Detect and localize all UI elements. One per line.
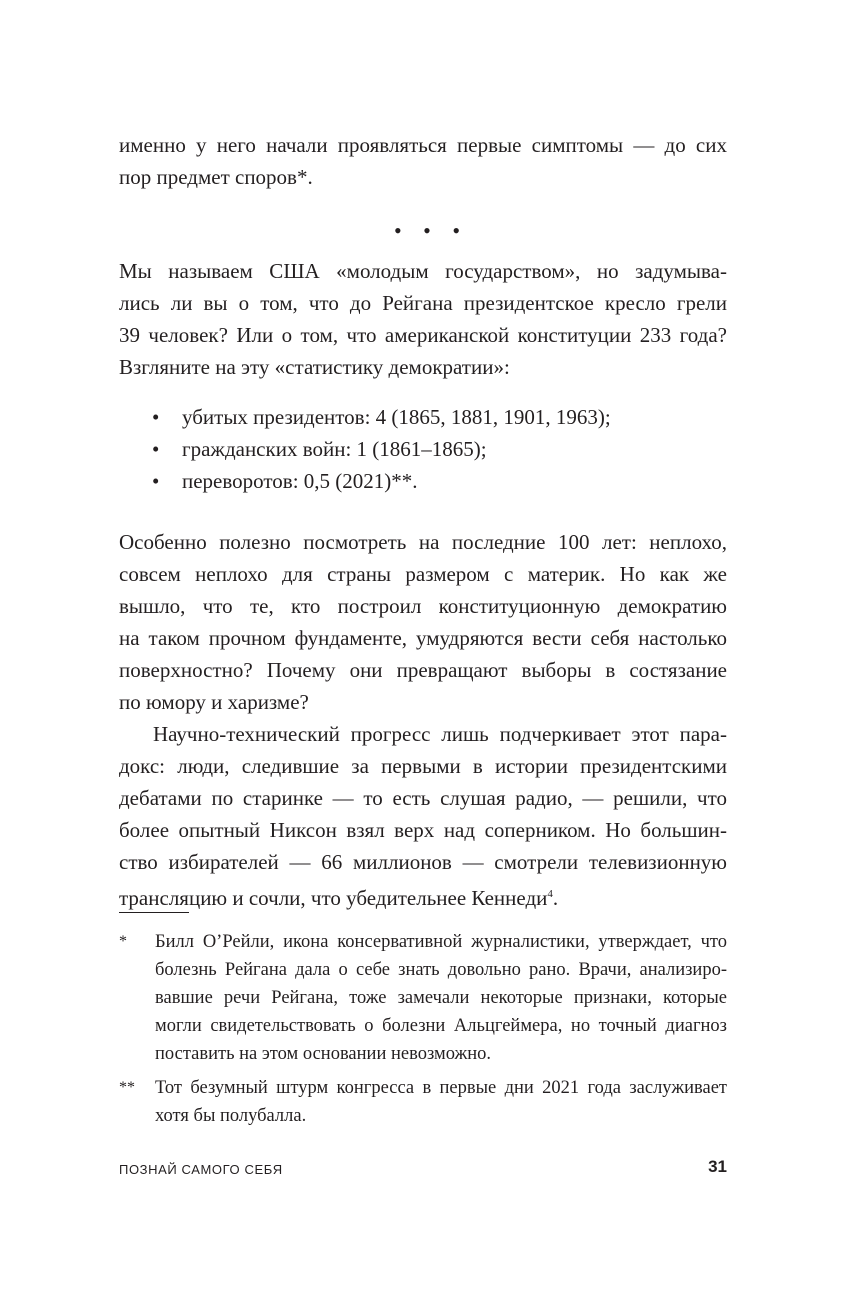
text-line: Научно-технический прогресс лишь подчеркивает этот пара- [153, 722, 727, 746]
running-title: ПОЗНАЙ САМОГО СЕБЯ [119, 1162, 283, 1177]
endnote-ref[interactable]: 4 [547, 888, 553, 900]
section-separator: • • • [393, 218, 469, 243]
footnote: * Билл О’Рейли, икона консервативной журналистики, утверждает, что болезнь Рейгана дала о себе знать довольно рано. Врачи, анализиро- вавшие речи Рейгана, тоже замечали некоторые признаки, которые могли свидетельствовать о болезни Альцгеймера, но точный диагноз поставить на этом основании невозможно. [119, 928, 727, 1068]
text-line: 39 человек? Или о том, что американской конституции 233 года? [119, 323, 727, 347]
footnote-mark: ** [119, 1079, 135, 1096]
bullet-icon: • [152, 469, 160, 493]
text-line: Особенно полезно посмотреть на последние 100 лет: неплохо, [119, 530, 727, 554]
text-line: пор предмет споров*. [119, 165, 313, 189]
text-line: именно у него начали проявляться первые симптомы — до сих [119, 133, 727, 157]
text-line: трансляцию и сочли, что убедительнее Кеннеди$^4$. [119, 886, 559, 910]
text-line: ство избирателей — 66 миллионов — смотрели телевизионную [119, 850, 727, 874]
text-line: по юмору и харизме? [119, 690, 309, 714]
footnote-mark: * [119, 933, 127, 950]
bullet-icon: • [152, 437, 160, 461]
footnote: ** Тот безумный штурм конгресса в первые дни 2021 года заслуживает хотя бы полубалла. [119, 1074, 727, 1130]
text-line: поверхностно? Почему они превращают выборы в состязание [119, 658, 727, 682]
text-line: более опытный Никсон взял верх над соперником. Но большин- [119, 818, 727, 842]
text-line: лись ли вы о том, что до Рейгана президентское кресло грели [119, 291, 727, 315]
page-number: 31 [708, 1157, 727, 1176]
text-line: дебатами по старинке — то есть слушая радио, — решили, что [119, 786, 727, 810]
footnote-divider [119, 912, 189, 913]
text-line: Мы называем США «молодым государством», но задумыва- [119, 259, 727, 283]
book-page: именно у него начали проявляться первые симптомы — до сих пор предмет споров*. • • • Мы называем США «молодым государством», но задумыва- лись ли вы о том, что до Рейгана президентское кресло грели 39 человек? Или о том, что американской конституции 233 года? Взгляните на эту «статистику демократии»: • убитых президентов: 4 (1865, 1881, 1901, 1963); • гражданских войн: 1 (1861–1865); • переворотов: 0,5 (2021)**. Особенно полезно посмотреть на последние 100 лет: неплохо, совсем неплохо для страны размером с материк. Но как же вышло, что те, кто построил конституционную демократию на таком прочном фундаменте, умудряются вести себя настолько поверхностно? Почему они превращают выборы в состязание по юмору и харизме? Научно-технический прогресс лишь подчеркивает этот пара- докс: люди, следившие за первыми в истории президентскими дебатами по старинке — то есть слушая радио, — решили, что более опытный Никсон взял верх над соперником. Но большин- ство избирателей — 66 миллионов — смотрели телевизионную трансляцию и сочли, что убедительнее Кеннеди$^4$. * Билл О’Рейли, икона консервативной журналистики, утверждает, что болезнь Рейгана дала о себе знать довольно рано. Врачи, анализиро- вавшие речи Рейгана, тоже замечали некоторые признаки, которые могли свидетельствовать о болезни Альцгеймера, но точный диагноз поставить на этом основании невозможно. ** Тот безумный штурм конгресса в первые дни 2021 года заслуживает хотя бы полубалла. ПОЗНАЙ САМОГО СЕБЯ 31 [0, 0, 862, 1299]
bullet-icon: • [152, 405, 160, 429]
text-line: на таком прочном фундаменте, умудряются вести себя настолько [119, 626, 727, 650]
text-line: совсем неплохо для страны размером с материк. Но как же [119, 562, 727, 586]
text-line: докс: люди, следившие за первыми в истории президентскими [119, 754, 727, 778]
text-line: вышло, что те, кто построил конституционную демократию [119, 594, 727, 618]
text-line: Взгляните на эту «статистику демократии»: [119, 355, 510, 379]
